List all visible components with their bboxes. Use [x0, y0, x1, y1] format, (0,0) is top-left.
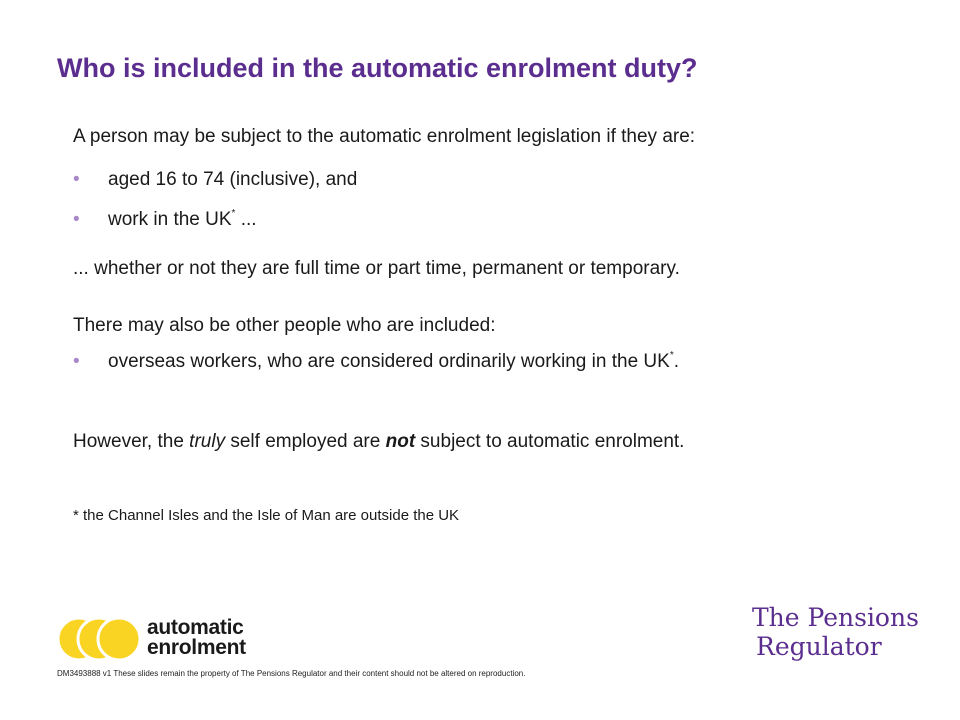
bullet-suffix: ...: [235, 209, 257, 230]
bullet-suffix: .: [673, 351, 679, 372]
ae-logo-text: automatic enrolment: [147, 616, 246, 659]
automatic-enrolment-circles-icon: [57, 614, 145, 664]
bullet-text: overseas workers, who are considered ordinarily working in the UK: [108, 351, 670, 372]
footnote-text: * the Channel Isles and the Isle of Man are outside the UK: [73, 507, 460, 524]
others-intro-text: There may also be other people who are included:: [73, 315, 496, 336]
bullet-text: work in the UK: [108, 209, 232, 230]
intro-text: A person may be subject to the automatic enrolment legislation if they are:: [73, 126, 696, 147]
however-text: However, the truly self employed are not subject to automatic enrolment.: [73, 431, 685, 452]
bullet-dot-icon: •: [73, 351, 80, 372]
continuation-text: ... whether or not they are full time or part time, permanent or temporary.: [73, 258, 680, 279]
emphasis-not: not: [385, 431, 416, 452]
bullet-text: aged 16 to 74 (inclusive), and: [108, 169, 358, 190]
footnote-marker: *: [231, 208, 236, 219]
bullet-dot-icon: •: [73, 169, 80, 190]
bullet-dot-icon: •: [73, 209, 80, 230]
footnote-marker: *: [669, 350, 674, 361]
tpr-logo-line2: Regulator: [756, 632, 882, 661]
tpr-logo-line1: The Pensions: [752, 603, 919, 632]
pensions-regulator-logo: [752, 603, 919, 661]
slide-title: Who is included in the automatic enrolment duty?: [57, 53, 698, 83]
disclaimer-text: DM3493888 v1 These slides remain the property of The Pensions Regulator and their content should not be altered on reproduction.: [57, 669, 526, 678]
automatic-enrolment-logo: [57, 614, 257, 664]
emphasis-truly: truly: [189, 431, 226, 452]
